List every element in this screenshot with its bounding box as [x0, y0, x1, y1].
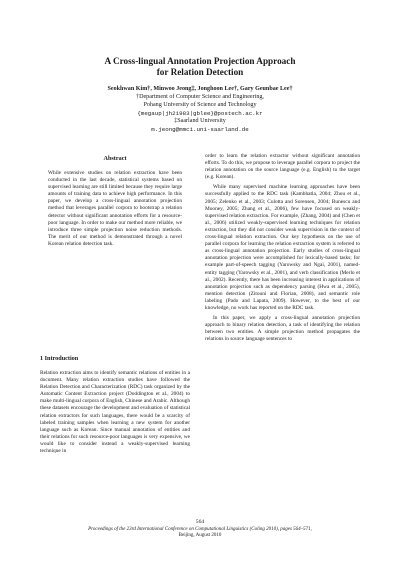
right-paragraph-1: order to learn the relation extractor without significant annotation efforts. To do this, we propose to leverage parallel corpora to project the relation annotation on the source language (e.g. English) to the target (e.g. Korean). [205, 153, 360, 181]
intro-column-left [40, 370, 190, 455]
author-block [40, 86, 360, 133]
affiliation-2: ‡Saarland University [174, 117, 226, 124]
section-1-heading: 1 Introduction [40, 355, 79, 362]
page-number: 564 [195, 519, 205, 525]
affiliation-1-line-1: †Department of Computer Science and Engineering, [136, 93, 264, 100]
abstract-body [48, 170, 182, 248]
title-line-2: for Relation Detection [156, 67, 244, 77]
title-line-1: A Cross-lingual Annotation Projection Approach [104, 56, 296, 66]
proceedings-line: Proceedings of the 23rd International Conference on Computational Linguistics (Coling 2010), pages 564–571, [88, 527, 312, 532]
intro-paragraph-1: Relation extraction aims to identify semantic relations of entities in a document. Many relation extraction studies have followed the Relation Detection and Characterization (RDC) task organized by the Automatic Content Extraction project (Doddington et al., 2004) to make multi-lingual corpora of English, Chinese and Arabic. Although these datasets encourage the development and evaluation of statistical relation extractors for such languages, there would be a scarcity of labeled training samples when learning a new system for another language such as Korean. Since manual annotation of entities and their relations for such resource-poor languages is very expensive, we would like to consider instead a weakly-supervised learning technique in [40, 370, 190, 455]
page-footer [40, 519, 360, 539]
venue-line: Beijing, August 2010 [178, 533, 222, 538]
right-paragraph-3: In this paper, we apply a cross-lingual annotation projection approach to binary relation detection, a task of identifying the relation between two entities. A simple projection method propagates the relations in source language sentences to [205, 315, 360, 343]
email-1: {megaup|jh21983|gblee}@postech.ac.kr [137, 109, 263, 117]
right-column [205, 153, 360, 343]
abstract-heading: Abstract [103, 155, 127, 162]
paper-title [40, 56, 360, 78]
affiliation-1-line-2: Pohang University of Science and Technology [143, 101, 257, 108]
right-paragraph-2: While many supervised machine learning approaches have been successfully applied to the RDC task (Kambhatla, 2004; Zhou et al., 2005; Zelenko et al., 2003; Culotta and Sorensen, 2004; Bunescu and Mooney, 2005; Zhang et al., 2006), few have focused on weakly-supervised relation extraction. For example, (Zhang, 2004) and (Chen et al., 2006) utilized weakly-supervised learning techniques for relation extraction, but they did not consider weak supervision in the context of cross-lingual relation extraction. Our key hypothesis on the use of parallel corpora for learning the relation extraction system is referred to as cross-lingual annotation projection. Early studies of cross-lingual annotation projection were accomplished for lexically-based tasks; for example part-of-speech tagging (Yarowsky and Ngai, 2001), named-entity tagging (Yarowsky et al., 2001), and verb classification (Merlo et al., 2002). Recently, there has been increasing interest in applications of annotation projection such as dependency parsing (Hwa et al., 2005), mention detection (Zitouni and Florian, 2008), and semantic role labeling (Pado and Lapata, 2009). However, to the best of our knowledge, no work has reported on the RDC task. [205, 184, 360, 311]
email-2: m.jeong@mmci.uni-saarland.de [151, 125, 249, 133]
abstract-text: While extensive studies on relation extraction have been conducted in the last decade, statistical systems based on supervised learning are still limited because they require large amounts of training data to achieve high performance. In this paper, we develop a cross-lingual annotation projection method that leverages parallel corpora to bootstrap a relation detector without significant annotation efforts for a resource-poor language. In order to make our method more reliable, we introduce three simple projection noise reduction methods. The merit of our method is demonstrated through a novel Korean relation detection task. [48, 170, 182, 247]
author-names: Seokhwan Kim†, Minwoo Jeong‡, Jonghoon Lee†, Gary Geunbae Lee† [107, 86, 293, 92]
